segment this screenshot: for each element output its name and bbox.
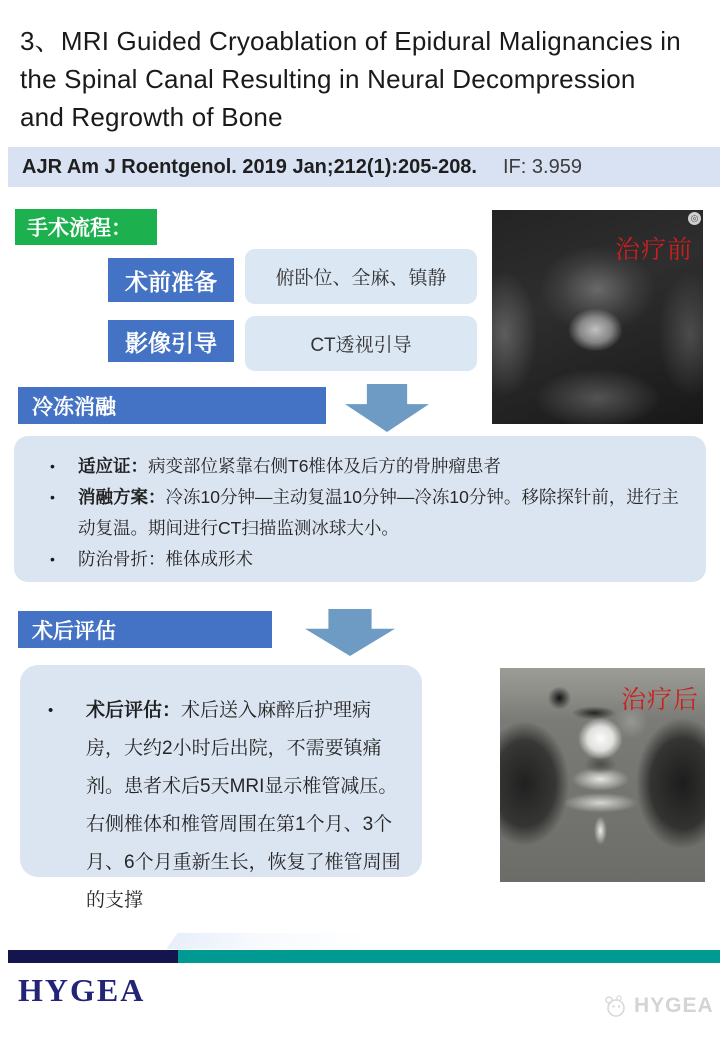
cryoablation-panel: [14, 436, 706, 582]
bullet-lead: 术后评估：: [86, 700, 182, 721]
impact-factor: IF: 3.959: [503, 155, 582, 178]
list-item: [50, 544, 680, 575]
down-arrow-icon: [345, 384, 429, 432]
mri-image-before-treatment: [492, 210, 703, 424]
bullet-detail: 冷冻10分钟—主动复温10分钟—冷冻10分钟。移除探针前，进行主动复温。期间进行CT扫描监测冰球大小。: [78, 487, 679, 538]
bullet-detail: 术后送入麻醉后护理病房，大约2小时后出院，不需要镇痛剂。患者术后5天MRI显示椎管减压。右侧椎体和椎管周围在第1个月、3个月、6个月重新生长，恢复了椎管周围的支撑: [86, 700, 401, 911]
bullet-icon: •: [50, 489, 55, 505]
page-title: 3、MRI Guided Cryoablation of Epidural Malignancies in the Spinal Canal Resulting in Neural Decompression and Regrowth of Bone: [20, 26, 681, 132]
bullet-icon: •: [50, 551, 55, 567]
flow-header-badge: 手术流程：: [15, 209, 157, 245]
after-treatment-label: 治疗后: [620, 686, 699, 714]
bullet-text: [78, 544, 680, 575]
citation-bar: [8, 147, 720, 187]
section-bar-cryoablation: 冷冻消融: [18, 387, 326, 424]
bullet-icon: •: [48, 702, 54, 719]
post-op-panel: [20, 665, 422, 911]
bullet-text: [86, 692, 408, 920]
step-badge-preparation: 术前准备: [108, 258, 234, 302]
step-badge-imaging: 影像引导: [108, 320, 234, 362]
section-bar-post-op: 术后评估: [18, 611, 272, 648]
hygea-watermark-icon: [602, 993, 628, 1019]
step-detail-imaging: CT透视引导: [245, 316, 477, 371]
bullet-detail: 防治骨折：椎体成形术: [78, 549, 253, 569]
watermark-text: HYGEA: [634, 994, 714, 1017]
bullet-detail: 病变部位紧靠右侧T6椎体及后方的骨肿瘤患者: [148, 456, 501, 476]
bullet-text: [78, 482, 680, 544]
hygea-logo: HYGEA: [18, 972, 146, 1008]
watermark: [602, 993, 714, 1019]
footer-bar-teal: [178, 950, 720, 963]
bullet-lead: 消融方案：: [78, 487, 166, 507]
down-arrow-icon: [305, 609, 395, 656]
footer-bar-navy: [8, 950, 178, 963]
bullet-lead: 适应证：: [78, 456, 148, 476]
step-detail-preparation: 俯卧位、全麻、镇静: [245, 249, 477, 304]
ct-image-after-treatment: [500, 668, 705, 882]
footer-decoration: [166, 933, 417, 949]
citation-reference: AJR Am J Roentgenol. 2019 Jan;212(1):205-208.: [22, 155, 477, 178]
image-watermark-icon: ◎: [688, 212, 701, 225]
list-item: [50, 451, 680, 482]
before-treatment-label: 治疗前: [614, 236, 693, 264]
bullet-text: [78, 451, 680, 482]
list-item: [50, 482, 680, 544]
bullet-icon: •: [50, 458, 55, 474]
list-item: [48, 692, 408, 920]
